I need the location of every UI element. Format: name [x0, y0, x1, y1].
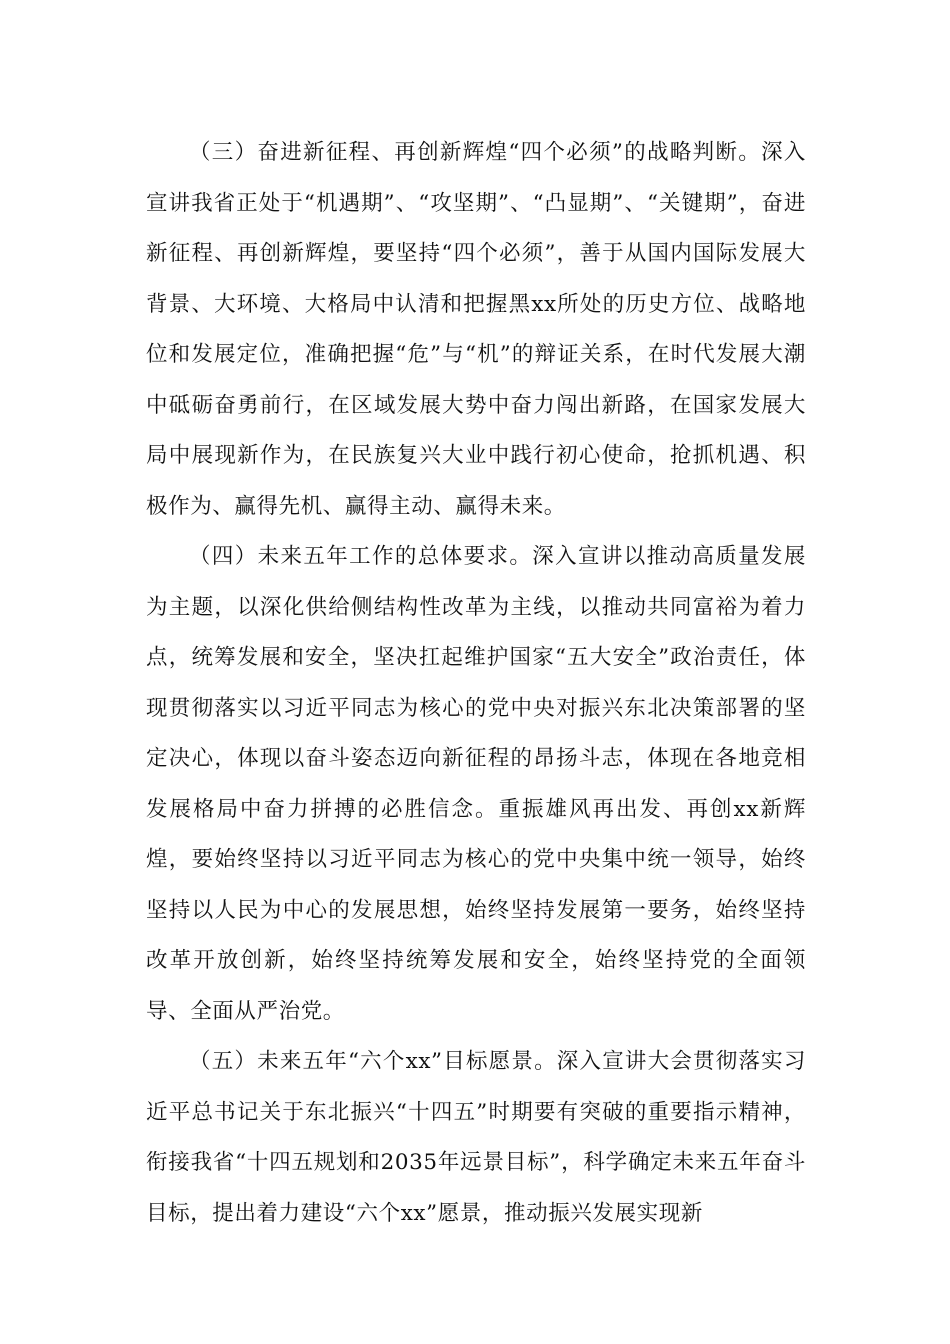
paragraph-section-5: （五）未来五年“六个xx”目标愿景。深入宣讲大会贯彻落实习近平总书记关于东北振兴“十四五”时期要有突破的重要指示精神，衔接我省“十四五规划和2035年远景目标”，科学确定未来五年奋斗目标，提出着力建设“六个xx”愿景，推动振兴发展实现新 — [146, 1049, 806, 1226]
document-body — [146, 128, 806, 1239]
paragraph-section-3: （三）奋进新征程、再创新辉煌“四个必须”的战略判断。深入宣讲我省正处于“机遇期”、“攻坚期”、“凸显期”、“关键期”，奋进新征程、再创新辉煌，要坚持“四个必须”，善于从国内国际发展大背景、大环境、大格局中认清和把握黑xx所处的历史方位、战略地位和发展定位，准确把握“危”与“机”的辩证关系，在时代发展大潮中砥砺奋勇前行，在区域发展大势中奋力闯出新路，在国家发展大局中展现新作为，在民族复兴大业中践行初心使命，抢抓机遇、积极作为、赢得先机、赢得主动、赢得未来。 — [146, 140, 806, 519]
paragraph-section-4: （四）未来五年工作的总体要求。深入宣讲以推动高质量发展为主题，以深化供给侧结构性改革为主线，以推动共同富裕为着力点，统筹发展和安全，坚决扛起维护国家“五大安全”政治责任，体现贯彻落实以习近平同志为核心的党中央对振兴东北决策部署的坚定决心，体现以奋斗姿态迈向新征程的昂扬斗志，体现在各地竞相发展格局中奋力拼搏的必胜信念。重振雄风再出发、再创xx新辉煌，要始终坚持以习近平同志为核心的党中央集中统一领导，始终坚持以人民为中心的发展思想，始终坚持发展第一要务，始终坚持改革开放创新，始终坚持统筹发展和安全，始终坚持党的全面领导、全面从严治党。 — [146, 544, 806, 1024]
